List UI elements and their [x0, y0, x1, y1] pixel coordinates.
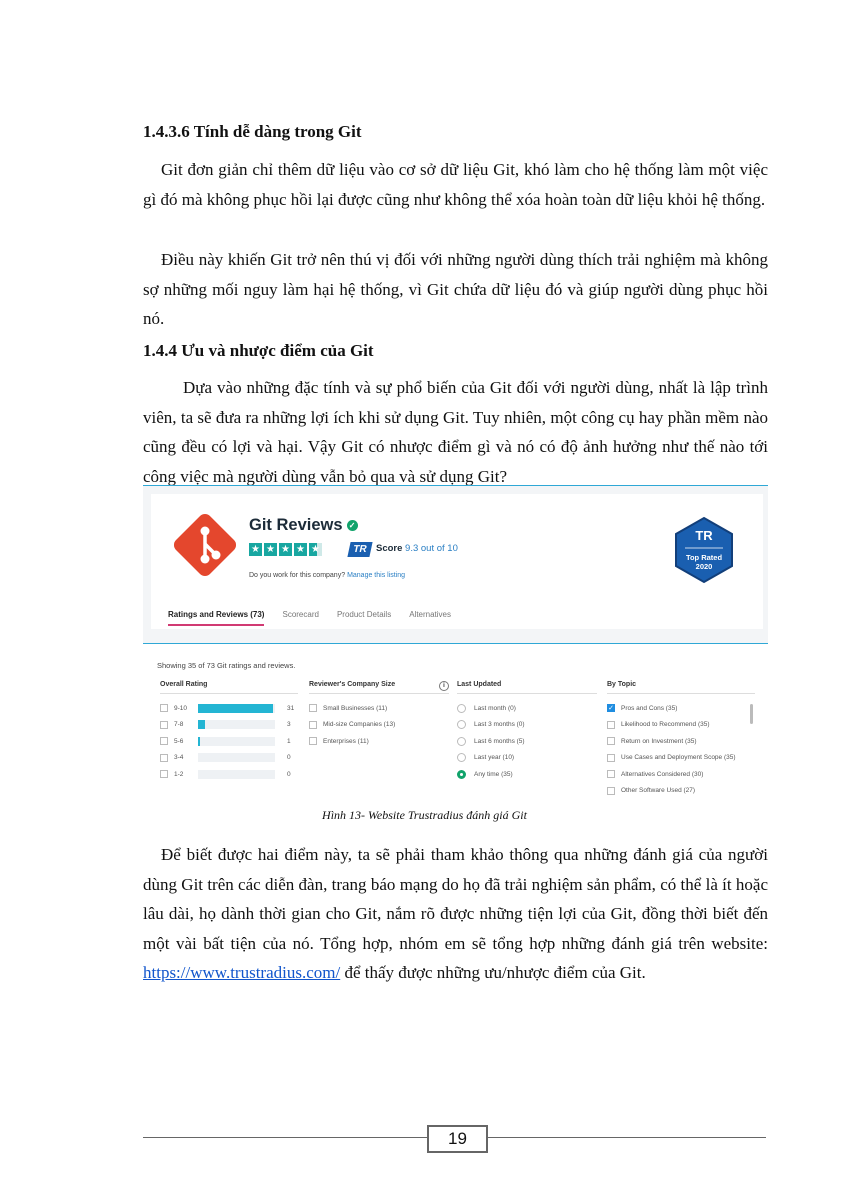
- tab-ratings-and-reviews[interactable]: Ratings and Reviews (73): [168, 610, 264, 626]
- checkbox[interactable]: [309, 704, 317, 712]
- topic-option[interactable]: [607, 733, 755, 750]
- rating-bar-fill: [198, 704, 273, 713]
- rating-count: 0: [287, 754, 291, 762]
- trust-score: Score 9.3 out of 10: [376, 543, 458, 554]
- tab-product-details[interactable]: Product Details: [336, 610, 392, 619]
- overall-rating-filter: [160, 681, 298, 783]
- option-label: Pros and Cons (35): [621, 704, 678, 712]
- company-size-filter: [309, 681, 449, 750]
- radio-button[interactable]: [457, 737, 466, 746]
- topic-option[interactable]: [607, 717, 755, 734]
- checkbox[interactable]: [607, 737, 615, 745]
- tab-alternatives[interactable]: Alternatives: [409, 610, 451, 619]
- rating-count: 1: [287, 737, 291, 745]
- last-updated-option[interactable]: [457, 717, 597, 734]
- checkbox[interactable]: [160, 704, 168, 712]
- rating-bar: [198, 737, 275, 746]
- star-icon: ★: [264, 543, 277, 556]
- top-rated-badge: [673, 516, 735, 584]
- company-size-option[interactable]: [309, 717, 449, 734]
- badge-line2: 2020: [695, 562, 713, 571]
- radio-button[interactable]: [457, 720, 466, 729]
- checkbox[interactable]: [607, 770, 615, 778]
- tab-bar: [168, 610, 451, 626]
- footer-rule: [143, 1137, 427, 1138]
- topic-option[interactable]: [607, 700, 755, 717]
- showing-count: Showing 35 of 73 Git ratings and reviews.: [157, 661, 296, 670]
- column-header: Overall Rating: [160, 681, 298, 694]
- rating-filter-row[interactable]: [160, 766, 298, 783]
- option-label: Likelihood to Recommend (35): [621, 721, 710, 729]
- rating-filter-row[interactable]: [160, 733, 298, 750]
- rating-bar: [198, 770, 275, 779]
- last-updated-option[interactable]: [457, 750, 597, 767]
- company-size-option[interactable]: [309, 700, 449, 717]
- rating-range-label: 5-6: [174, 737, 184, 745]
- option-label: Use Cases and Deployment Scope (35): [621, 754, 736, 762]
- paragraph: Git đơn giản chỉ thêm dữ liệu vào cơ sở dữ liệu Git, khó làm cho hệ thống làm một việc gì đó mà không phục hồi lại được cũng như không thể xóa hoàn toàn dữ liệu khỏi hệ thống.: [143, 160, 768, 209]
- radio-button[interactable]: [457, 753, 466, 762]
- manage-listing-link[interactable]: Manage this listing: [347, 572, 406, 579]
- company-size-option[interactable]: [309, 733, 449, 750]
- verified-check-icon: ✓: [347, 520, 358, 531]
- product-header: [143, 486, 768, 636]
- rating-count: 0: [287, 770, 291, 778]
- badge-tr-logo-icon: TR: [695, 528, 713, 543]
- work-prompt: Do you work for this company? Manage this listing: [249, 572, 406, 579]
- git-logo-icon: [171, 511, 239, 579]
- footer-rule: [484, 1137, 766, 1138]
- rating-range-label: 3-4: [174, 754, 184, 762]
- product-card: [151, 494, 763, 629]
- paragraph: Điều này khiến Git trở nên thú vị đối với những người dùng thích trải nghiệm mà không sợ những mối nguy làm hại hệ thống, vì Git chứa dữ liệu đó và giúp người dùng phục hồi nó.: [143, 250, 768, 328]
- star-icon: ★: [294, 543, 307, 556]
- option-label: Last 3 months (0): [474, 721, 525, 729]
- radio-button[interactable]: [457, 704, 466, 713]
- star-icon: ★: [279, 543, 292, 556]
- tab-scorecard[interactable]: Scorecard: [282, 610, 319, 619]
- star-icon: ★: [249, 543, 262, 556]
- star-half-icon: ★: [309, 543, 322, 556]
- checkbox[interactable]: [160, 737, 168, 745]
- section-heading-1-4-3-6: 1.4.3.6 Tính dễ dàng trong Git: [143, 122, 362, 141]
- info-icon[interactable]: i: [439, 681, 449, 691]
- figure-caption: Hình 13- Website Trustradius đánh giá Git: [322, 808, 527, 822]
- option-label: Mid-size Companies (13): [323, 721, 396, 729]
- checkbox[interactable]: [309, 737, 317, 745]
- option-label: Any time (35): [474, 770, 513, 778]
- option-label: Last year (10): [474, 754, 515, 762]
- last-updated-filter: [457, 681, 597, 783]
- trustradius-screenshot: [143, 485, 768, 801]
- radio-button[interactable]: [457, 770, 466, 779]
- option-label: Last 6 months (5): [474, 737, 525, 745]
- rating-bar: [198, 704, 275, 713]
- checkbox[interactable]: ✓: [608, 705, 614, 713]
- checkbox[interactable]: [607, 787, 615, 795]
- topic-option[interactable]: [607, 766, 755, 783]
- reviews-filter-panel: [143, 643, 768, 801]
- by-topic-filter: [607, 681, 755, 799]
- rating-filter-row[interactable]: [160, 717, 298, 734]
- rating-range-label: 9-10: [174, 704, 188, 712]
- checkbox[interactable]: [160, 770, 168, 778]
- rating-bar-fill: [198, 737, 200, 746]
- last-updated-option[interactable]: [457, 733, 597, 750]
- rating-bar: [198, 753, 275, 762]
- last-updated-option[interactable]: [457, 700, 597, 717]
- badge-line1: Top Rated: [685, 553, 723, 562]
- checkbox[interactable]: [160, 721, 168, 729]
- rating-range-label: 7-8: [174, 721, 184, 729]
- checkbox[interactable]: [309, 721, 317, 729]
- paragraph: Dựa vào những đặc tính và sự phổ biến của Git đối với người dùng, nhất là lập trình viên, ta sẽ đưa ra những lợi ích khi sử dụng Git. Tuy nhiên, một công cụ hay phần mềm nào cũng đều có lợi và hại. Vậy Git có nhược điểm gì và nó có độ ảnh hưởng như thế nào tới công việc mà người dùng vẫn bỏ qua và sử dụng Git?: [143, 378, 768, 486]
- topic-option[interactable]: [607, 750, 755, 767]
- option-label: Other Software Used (27): [621, 787, 696, 795]
- checkbox[interactable]: [607, 754, 615, 762]
- checkbox[interactable]: [160, 754, 168, 762]
- column-header: Reviewer's Company Size i: [309, 681, 449, 694]
- rating-range-label: 1-2: [174, 770, 184, 778]
- topic-option[interactable]: [607, 783, 755, 800]
- last-updated-option[interactable]: [457, 766, 597, 783]
- rating-count: 3: [287, 721, 291, 729]
- option-label: Alternatives Considered (30): [621, 770, 704, 778]
- paragraph-with-link: Để biết được hai điểm này, ta sẽ phải tham khảo thông qua những đánh giá của người dùng Git trên các diễn đàn, trang báo mạng do họ đã trải nghiệm sản phẩm, có thể là ít hoặc lâu dài, họ dành thời gian cho Git, nắm rõ được những tiện lợi của Git, đồng thời biết đến một vài bất tiện của nó. Tổng hợp, nhóm em sẽ tổng hợp những đánh giá trên website: https://www.trustradius.com/ để thấy được những ưu/nhược điểm của Git.: [143, 845, 768, 982]
- trustradius-link[interactable]: https://www.trustradius.com/: [143, 963, 341, 982]
- rating-filter-row[interactable]: [160, 750, 298, 767]
- column-header: Last Updated: [457, 681, 597, 694]
- checkbox[interactable]: [607, 721, 615, 729]
- option-label: Enterprises (11): [323, 737, 369, 745]
- trustradius-logo-icon: TR: [347, 542, 372, 557]
- product-title: Git Reviews ✓: [249, 516, 358, 535]
- rating-filter-row[interactable]: [160, 700, 298, 717]
- option-label: Small Businesses (11): [323, 704, 388, 712]
- option-label: Last month (0): [474, 704, 516, 712]
- page-number: 19: [427, 1125, 488, 1153]
- rating-count: 31: [287, 704, 295, 712]
- column-header: By Topic: [607, 681, 755, 694]
- option-label: Return on Investment (35): [621, 737, 697, 745]
- section-heading-1-4-4: 1.4.4 Ưu và nhược điểm của Git: [143, 341, 374, 360]
- rating-bar-fill: [198, 720, 205, 729]
- scrollbar[interactable]: [750, 704, 753, 724]
- star-rating: [249, 543, 324, 557]
- rating-bar: [198, 720, 275, 729]
